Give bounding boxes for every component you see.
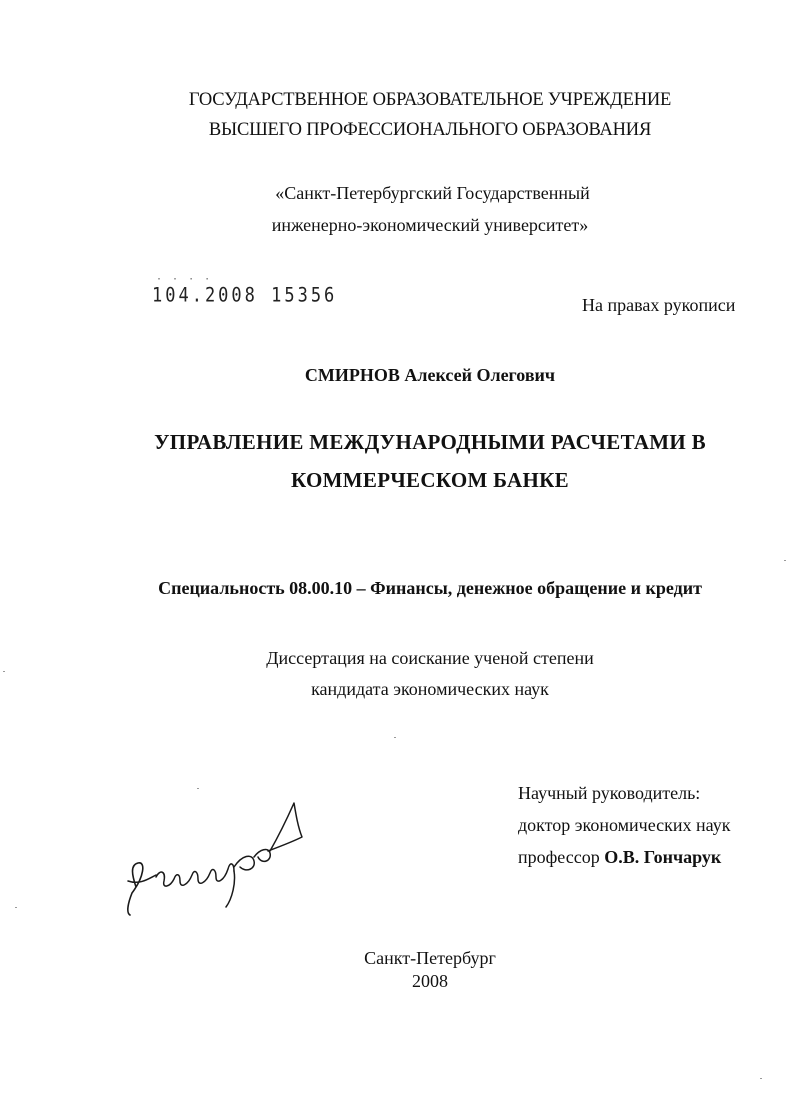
supervisor-label: Научный руководитель: bbox=[518, 783, 701, 803]
institution-line-1: ГОСУДАРСТВЕННОЕ ОБРАЗОВАТЕЛЬНОЕ УЧРЕЖДЕНИЕ bbox=[188, 90, 672, 110]
manuscript-note: На правах рукописи bbox=[582, 295, 736, 315]
scan-speck bbox=[394, 737, 396, 738]
author-signature bbox=[118, 795, 313, 925]
scan-speck bbox=[784, 560, 786, 561]
author-surname: СМИРНОВ bbox=[304, 365, 400, 385]
scan-speck bbox=[760, 1078, 762, 1079]
year: 2008 bbox=[412, 971, 448, 991]
degree-line-2: кандидата экономических наук bbox=[311, 679, 549, 699]
author-given-names: Алексей Олегович bbox=[404, 365, 556, 385]
university-line-1: «Санкт-Петербургский Государственный bbox=[275, 183, 590, 203]
scan-speck bbox=[197, 788, 199, 789]
dissertation-title-line-2: КОММЕРЧЕСКОМ БАНКЕ bbox=[291, 468, 569, 492]
supervisor-title-prefix: профессор bbox=[518, 847, 600, 867]
scan-speck bbox=[15, 907, 17, 908]
author-name bbox=[0, 364, 795, 386]
university-line-2: инженерно-экономический университет» bbox=[271, 215, 589, 235]
supervisor-degree: доктор экономических наук bbox=[518, 815, 731, 835]
scan-speck bbox=[3, 671, 5, 672]
registration-stamp: 104.2008 15356 bbox=[152, 284, 338, 307]
city: Санкт-Петербург bbox=[364, 948, 496, 968]
degree-line-1: Диссертация на соискание ученой степени bbox=[266, 648, 594, 668]
institution-line-2: ВЫСШЕГО ПРОФЕССИОНАЛЬНОГО ОБРАЗОВАНИЯ bbox=[208, 120, 652, 140]
dissertation-title-line-1: УПРАВЛЕНИЕ МЕЖДУНАРОДНЫМИ РАСЧЕТАМИ В bbox=[154, 430, 706, 454]
stamp-dots: · · · · bbox=[156, 274, 213, 285]
supervisor-name-line bbox=[518, 846, 721, 868]
specialty: Специальность 08.00.10 – Финансы, денежное обращение и кредит bbox=[158, 578, 702, 598]
supervisor-name: О.В. Гончарук bbox=[604, 847, 722, 867]
